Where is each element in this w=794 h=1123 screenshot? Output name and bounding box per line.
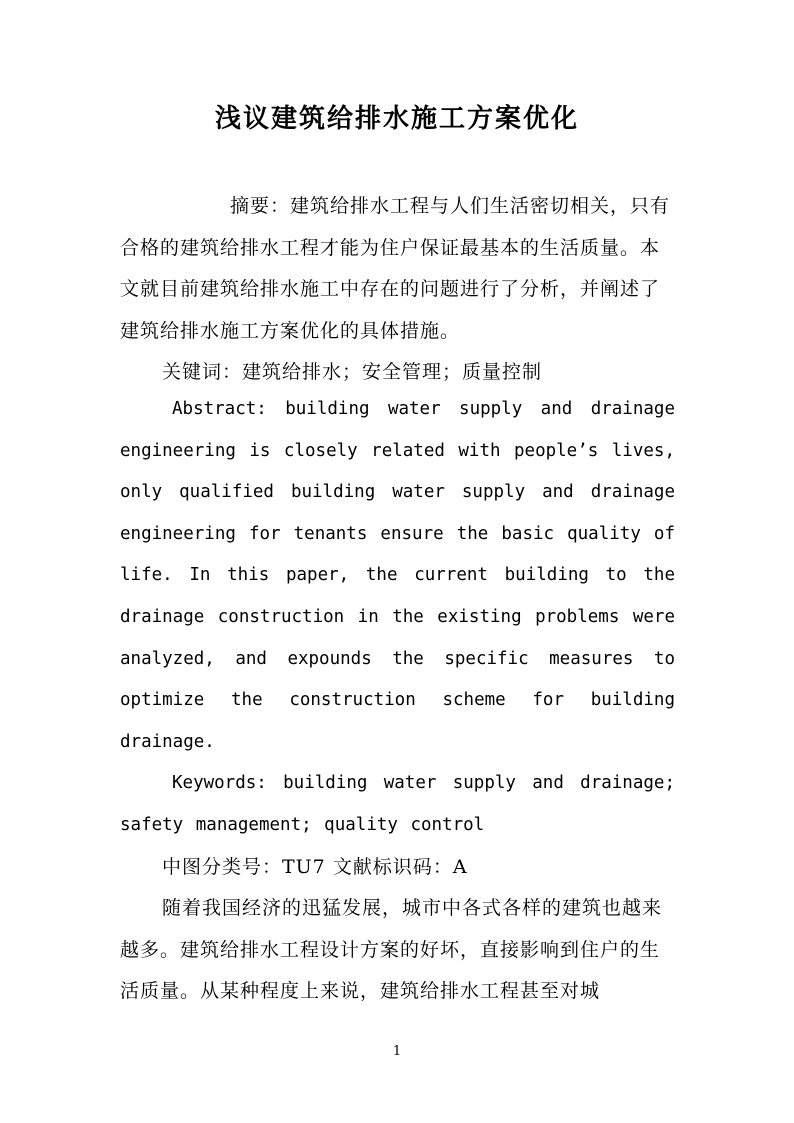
page-number: 1: [392, 1044, 402, 1059]
intro-paragraph: 随着我国经济的迅猛发展，城市中各式各样的建筑也越来越多。建筑给排水工程设计方案的好坏，直接影响到住户的生活质量。从某种程度上来说，建筑给排水工程甚至对城: [120, 897, 663, 1003]
abstract-chinese: 摘要：建筑给排水工程与人们生活密切相关，只有合格的建筑给排水工程才能为住户保证最基本的生活质量。本文就目前建筑给排水施工中存在的问题进行了分析，并阐述了建筑给排水施工方案优化的具体措施。: [120, 195, 671, 342]
keywords-english: Keywords: building water supply and drainage; safety management; quality control: [120, 773, 675, 835]
keywords-chinese: 关键词：建筑给排水；安全管理；质量控制: [162, 361, 543, 383]
document-title: 浅议建筑给排水施工方案优化: [214, 104, 579, 134]
classification-codes: 中图分类号：TU7 文献标识码：A: [162, 856, 468, 878]
abstract-english: Abstract: building water supply and drainage engineering is closely related with people’s lives, only qualified building water supply and drainage engineering for tenants ensure the basic quality of life. In this paper, the current building to the drainage construction in the existing problems were analyzed, and expounds the specific measures to optimize the construction scheme for building drainage.: [120, 399, 675, 752]
